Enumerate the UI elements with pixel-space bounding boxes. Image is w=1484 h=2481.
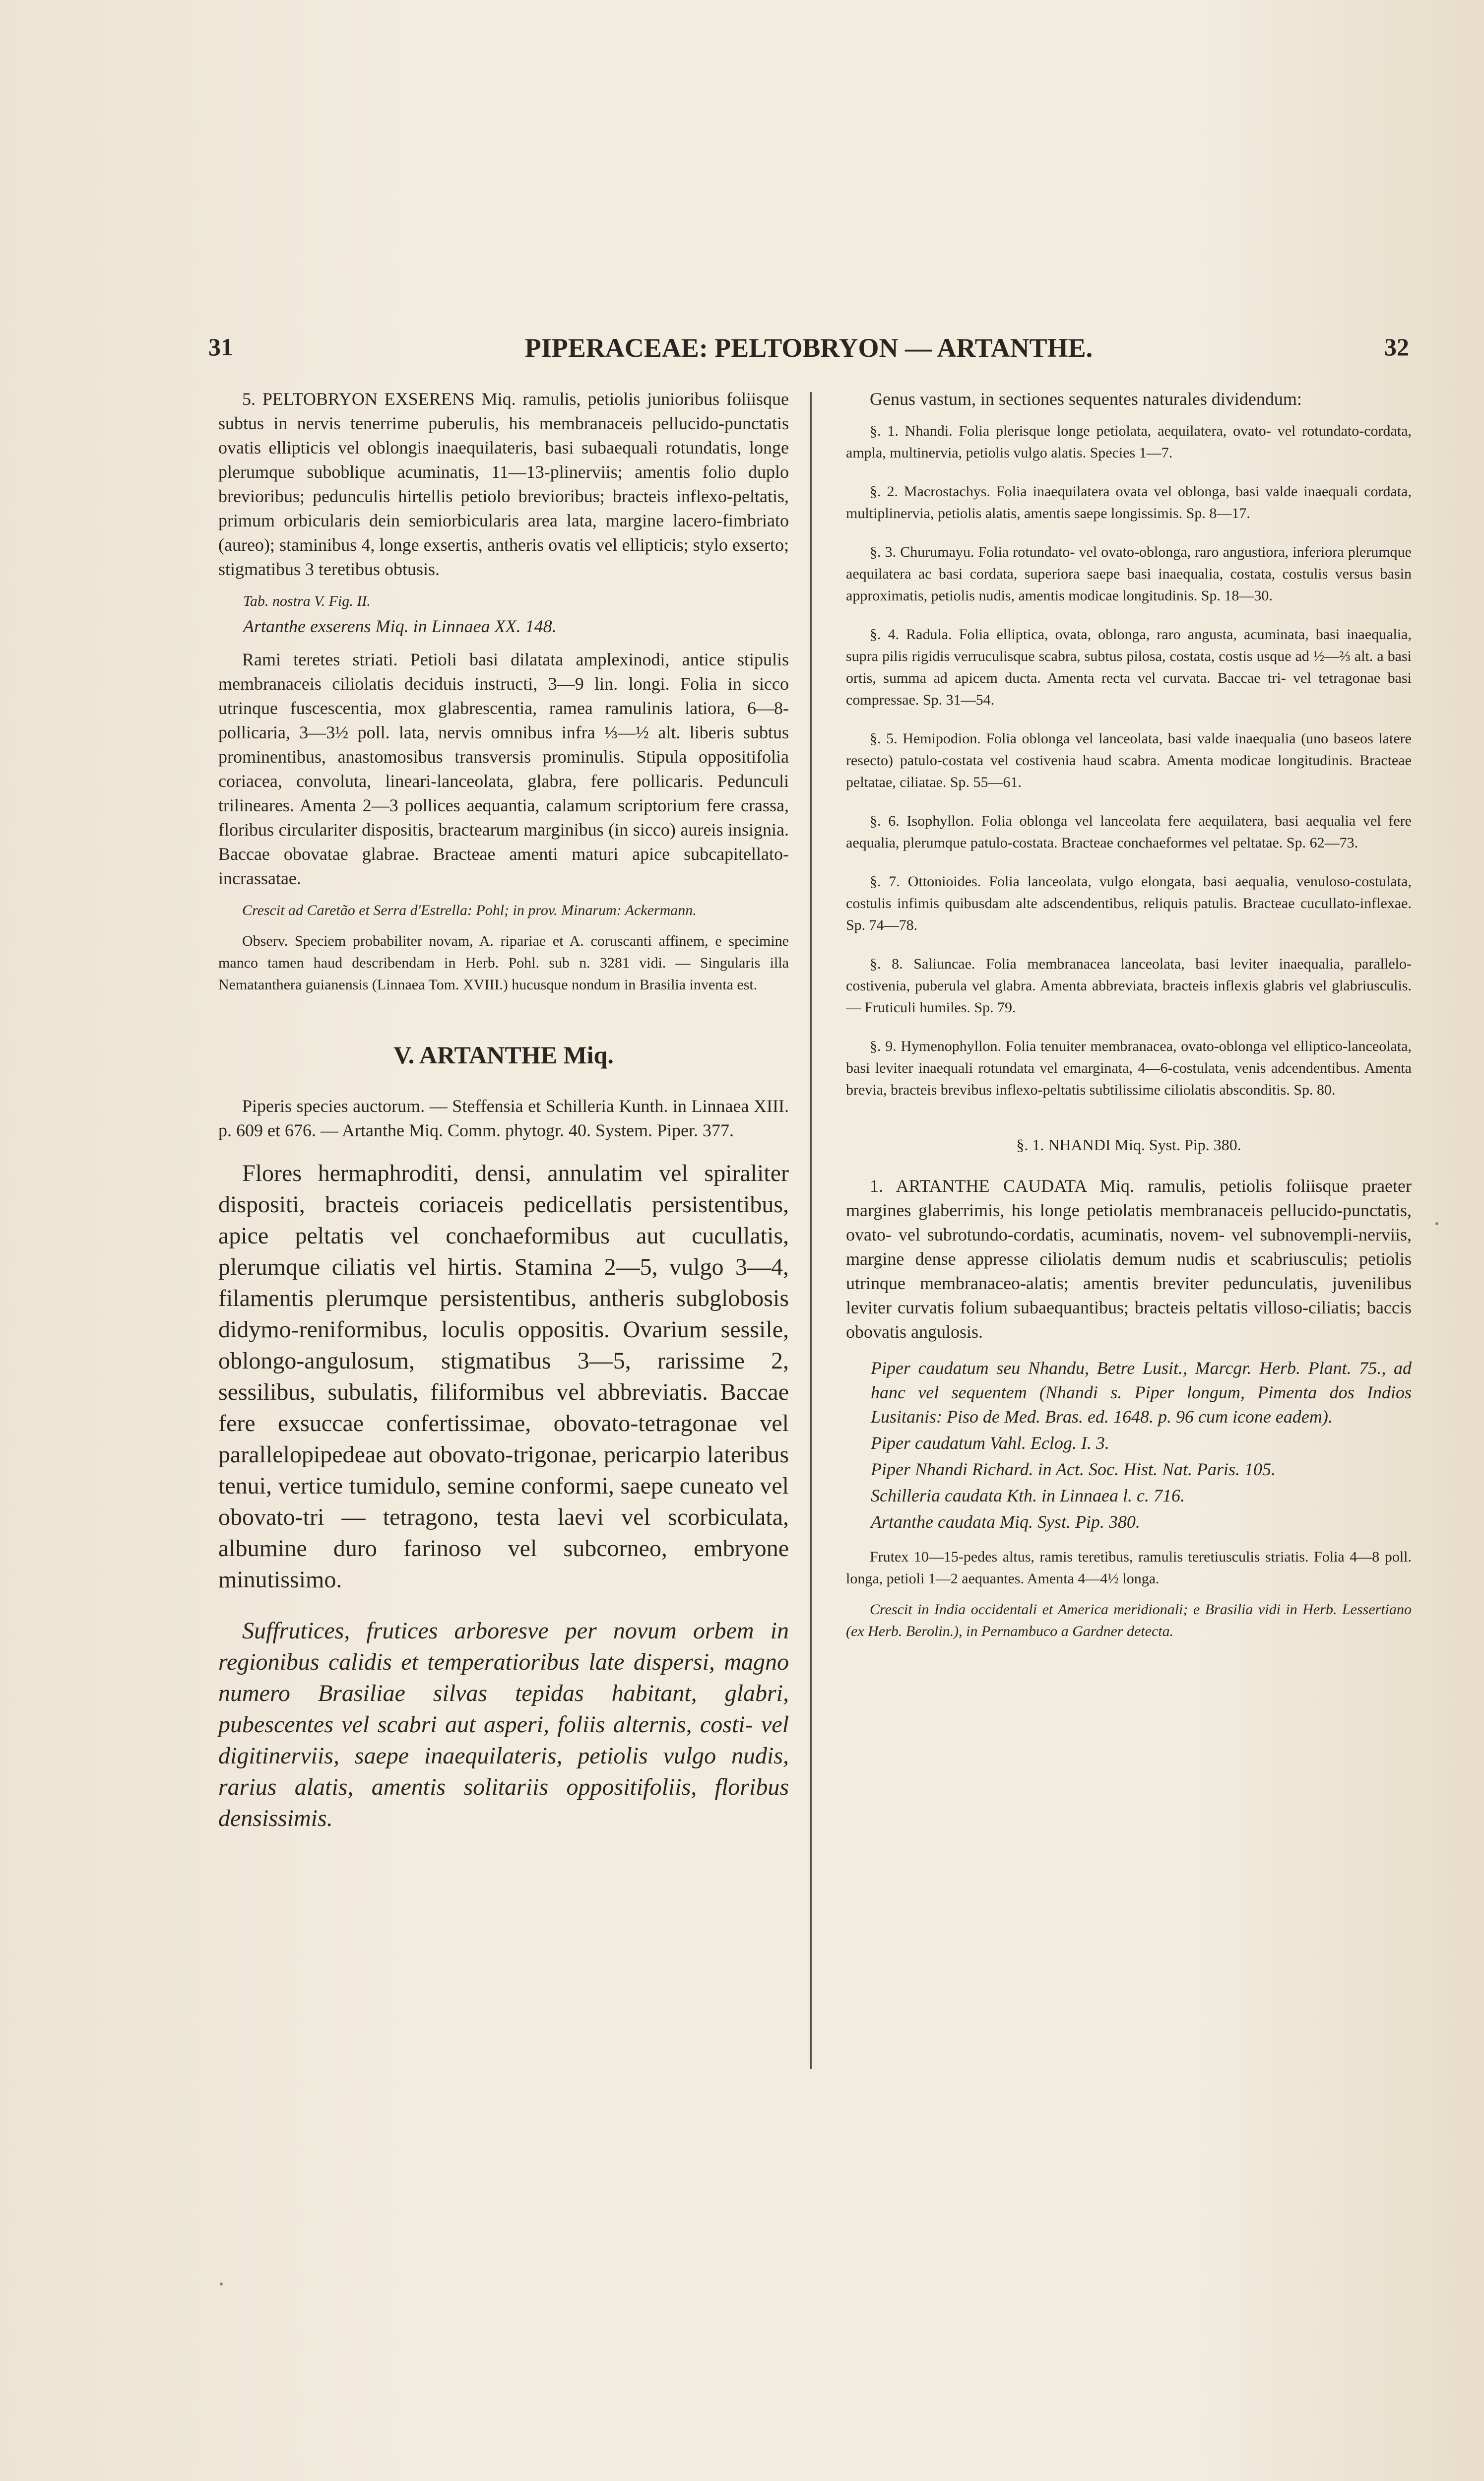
description: Rami teretes striati. Petioli basi dilatata amplexinodi, antice stipulis membranaceis ciliolatis deciduis instructi, 3—9 lin. longi. Folia in sicco utrinque fuscescentia, mox glabrescentia, ramea ramulinis latiora, 6—8-pollicaria, 3—3½ poll. lata, nervis omnibus infra ⅓—½ alt. liberis subtus prominentibus, anastomosibus transversis prominulis. Stipula oppositifolia coriacea, convoluta, lineari-lanceolata, glabra, fere pollicaris. Pedunculi trilineares. Amenta 2—3 pollices aequantia, calamum scriptorium fere crassa, floribus circulariter dispositis, bractearum marginibus (in sicco) aureis insignia. Baccae obovatae glabrae. Bracteae amenti maturi apice subcapitellato-incrassatae. [218,650,789,888]
species-diagnosis: ramulis, petiolis foliisque praeter margines glaberrimis, his longe petiolatis membranaceis pellucido-punctatis, ovato- vel subrotundo-cordatis, acuminatis, novem- vel subnovempli-nerviis, margine dense appresse ciliolatis demum nudis et scabriusculis; petiolis utrinque membranaceo-alatis; amentis breviter pedunculatis, juvenilibus leviter curvatis folium subaequantibus; bracteis peltatis villoso-ciliatis; baccis obovatis angulosis. [846,1176,1412,1342]
section-item: §. 4. Radula. Folia elliptica, ovata, oblonga, raro angusta, acuminata, basi inaequalia, supra pilis rigidis verruculisque scabra, subtus pilosa, costata, costis usque ad ½—⅔ alt. a basi ortis, summa ad apicem ducta. Amenta recta vel curvata. Baccae tri- vel tetragonae basi compressae. Sp. 31—54. [846,626,1412,708]
species-heading: 5. PELTOBRYON EXSERENS Miq. [242,389,516,409]
print-speck [220,2283,223,2285]
genus-intro: Genus vastum, in sectiones sequentes naturales dividendum: [870,389,1302,409]
page-number-left: 31 [208,333,233,361]
species-heading: 1. ARTANTHE CAUDATA Miq. [870,1176,1134,1196]
citation: Piper caudatum Vahl. Eclog. I. 3. [871,1433,1109,1453]
habitat: Crescit ad Caretão et Serra d'Estrella: Pohl; in prov. Minarum: Ackermann. [242,902,697,918]
column-divider [810,392,812,2069]
description: Frutex 10—15-pedes altus, ramis teretibus, ramulis teretiusculis striatis. Folia 4—8 poll. longa, petioli 1—2 aequantes. Amenta 4—4½ longa. [846,1549,1412,1587]
left-column [218,387,789,1843]
section-item: §. 6. Isophyllon. Folia oblonga vel lanceolata fere aequilatera, basi aequalia vel fere aequalia, plerumque patulo-costata. Bracteae conchaeformes vel peltatae. Sp. 62—73. [846,813,1412,851]
right-column [846,387,1412,1651]
citation: Piper caudatum seu Nhandu, Betre Lusit., Marcgr. Herb. Plant. 75., ad hanc vel sequentem (Nhandi s. Piper longum, Pimenta dos Indios Lusitanis: Piso de Med. Bras. ed. 1648. p. 96 cum icone eadem). [871,1358,1412,1427]
species-entry [846,1174,1412,1344]
citation: Artanthe caudata Miq. Syst. Pip. 380. [871,1512,1140,1532]
print-speck [1435,1222,1438,1225]
genus-description: Flores hermaphroditi, densi, annulatim vel spiraliter dispositi, bracteis coriaceis pedicellatis persistentibus, apice peltatis vel conchaeformibus aut cucullatis, plerumque ciliatis vel hirtis. Stamina 2—5, vulgo 3—4, filamentis plerumque persistentibus, antheris subglobosis didymo-reniformibus, loculis oppositis. Ovarium sessile, oblongo-angulosum, stigmatibus 3—5, rarissime 2, sessilibus, subulatis, filiformibus vel abbreviatis. Baccae fere exsuccae confertissimae, obovato-tetragonae vel parallelopipedeae aut obovato-trigonae, pericarpio lateribus tenui, vertice tumidulo, semine conformi, saepe cuneato vel obovato-tri — tetragono, testa laevi vel scorbiculata, albumine duro farinoso vel subcorneo, embryone minutissimo. [218,1160,789,1593]
plate-reference: Tab. nostra V. Fig. II. [243,593,371,609]
genus-heading: V. ARTANTHE Miq. [393,1041,614,1069]
species-diagnosis: ramulis, petiolis junioribus foliisque subtus in nervis tenerrime puberulis, his membranaceis pellucido-punctatis ovatis ellipticis vel oblongis inaequilateris, basi subaequali rotundatis, longe plerumque suboblique acuminatis, 11—13-plinerviis; amentis folio duplo brevioribus; pedunculis hirtellis petiolo brevioribus; bracteis inflexo-peltatis, primum orbicularis dein semiorbicularis area lata, margine lacero-fimbriato (aureo); staminibus 4, longe exsertis, antheris ovatis vel ellipticis; stylo exserto; stigmatibus 3 teretibus obtusis. [218,389,789,579]
section-item: §. 3. Churumayu. Folia rotundato- vel ovato-oblonga, raro angustiora, inferiora plerumque aequilatera ac basi cordata, superiora saepe basi inaequalia, costata, costulis versus basin approximatis, petiolis nudis, amentis modicae longitudinis. Sp. 18—30. [846,544,1412,604]
citation: Schilleria caudata Kth. in Linnaea l. c. 716. [871,1486,1185,1505]
section-item: §. 8. Saliuncae. Folia membranacea lanceolata, basi leviter inaequalia, parallelo-costivenia, puberula vel glabra. Amenta abbreviata, bracteis inflexis glabris vel glabriusculis. — Fruticuli humiles. Sp. 79. [846,956,1412,1016]
genus-habit: Suffrutices, frutices arboresve per novum orbem in regionibus calidis et temperatioribus late dispersi, magno numero Brasiliae silvas tepidas habitant, glabri, pubescentes vel scabri aut asperi, foliis alternis, costi- vel digitinerviis, saepe inaequilateris, petiolis vulgo nudis, rarius alatis, amentis solitariis oppositifoliis, floribus densissimis. [218,1618,789,1831]
section-item: §. 7. Ottonioides. Folia lanceolata, vulgo elongata, basi aequalia, venuloso-costulata, costulis infimis quibusdam alte adscendentibus, reliquis patulis. Bracteae cucullato-inflexae. Sp. 74—78. [846,873,1412,933]
habitat: Crescit in India occidentali et America meridionali; e Brasilia vidi in Herb. Lessertiano (ex Herb. Berolin.), in Pernambuco a Gardner detecta. [846,1601,1412,1639]
citation-list [846,1356,1412,1534]
section-item: §. 5. Hemipodion. Folia oblonga vel lanceolata, basi valde inaequalia (uno baseos latere resecto) patulo-costata vel costivenia haud scabra. Amenta modicae longitudinis. Bracteae peltatae, ciliatae. Sp. 55—61. [846,730,1412,790]
section-list [846,420,1412,1101]
species-entry [218,387,789,582]
section-item: §. 9. Hymenophyllon. Folia tenuiter membranacea, ovato-oblonga vel elliptico-lanceolata, basi leviter inaequali rotundata vel emarginata, 4—6-costulata, venis adcendentibus. Amenta brevia, bracteis brevibus inflexo-peltatis subtilissime ciliolatis absconditis. Sp. 80. [846,1038,1412,1098]
subsection-heading: §. 1. NHANDI Miq. Syst. Pip. 380. [1016,1136,1241,1154]
section-item: §. 1. Nhandi. Folia plerisque longe petiolata, aequilatera, ovato- vel rotundato-cordata, ampla, multinervia, petiolis vulgo alatis. Species 1—7. [846,423,1412,461]
observation: Observ. Speciem probabiliter novam, A. ripariae et A. coruscanti affinem, e specimine manco tamen haud describendam in Herb. Pohl. sub n. 3281 vidi. — Singularis illa Nematanthera guianensis (Linnaea Tom. XVIII.) hucusque nondum in Brasilia inventa est. [218,933,789,993]
synonym: Artanthe exserens Miq. in Linnaea XX. 148. [243,616,557,636]
running-header [208,332,1409,372]
page-number-right: 32 [1384,333,1409,361]
citation: Piper Nhandi Richard. in Act. Soc. Hist. Nat. Paris. 105. [871,1459,1276,1479]
running-title: PIPERACEAE: PELTOBRYON — ARTANTHE. [524,333,1093,363]
section-item: §. 2. Macrostachys. Folia inaequilatera ovata vel oblonga, basi valde inaequali cordata, multiplinervia, petiolis alatis, amentis saepe longissimis. Sp. 8—17. [846,483,1412,522]
genus-synonyms: Piperis species auctorum. — Steffensia et Schilleria Kunth. in Linnaea XIII. p. 609 et 676. — Artanthe Miq. Comm. phytogr. 40. System. Piper. 377. [218,1096,789,1140]
